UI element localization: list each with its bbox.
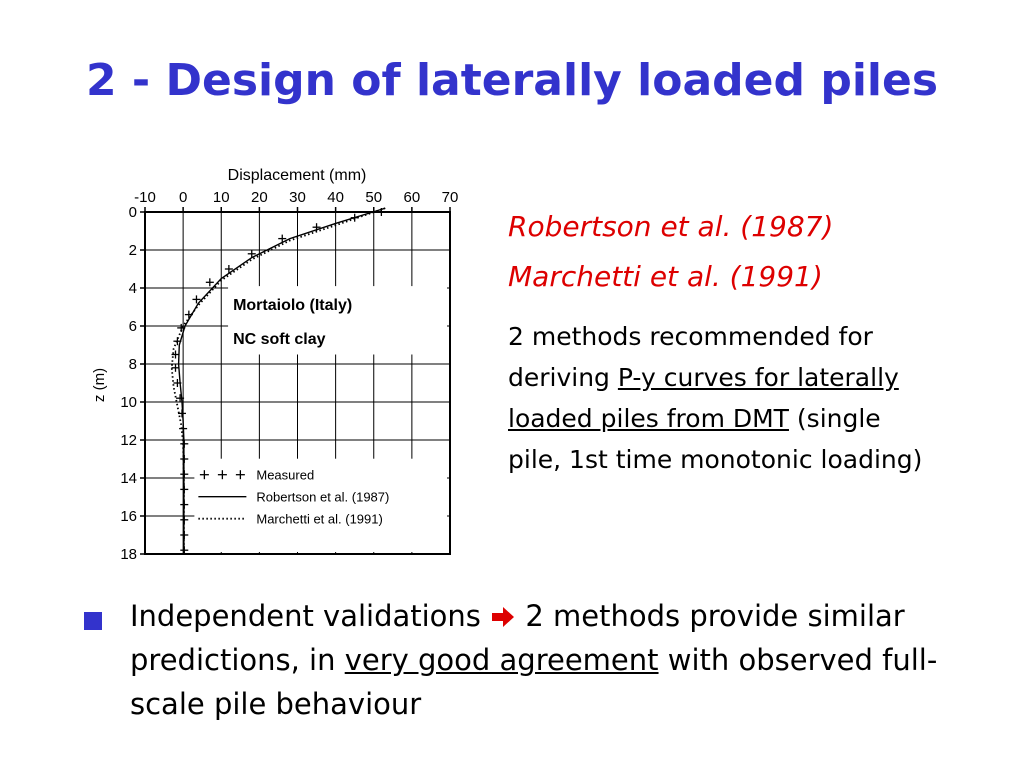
x-tick-label: 0 [178, 189, 188, 206]
legend-background [194, 459, 447, 552]
site-annotation: Mortaiolo (Italy) [233, 296, 353, 314]
bullet-text-end: with observed full-scale pile behaviour [130, 643, 938, 721]
reference-marchetti: Marchetti et al. (1991) [508, 260, 823, 293]
bullet-text-middle: 2 methods provide similar predictions, in [130, 599, 905, 677]
bullet-text-start: Independent validations [130, 599, 491, 633]
description-text-end: (single pile, 1st time monotonic loading) [508, 404, 923, 474]
bullet-text [130, 594, 960, 726]
y-tick-label: 4 [128, 280, 137, 297]
y-tick-label: 10 [120, 394, 137, 411]
x-tick-label: 40 [327, 189, 344, 206]
y-tick-label: 18 [120, 546, 137, 563]
bullet-square-icon [84, 612, 102, 630]
legend [194, 459, 447, 552]
x-tick-label: 20 [251, 189, 268, 206]
x-tick-label: 60 [403, 189, 421, 206]
y-tick-label: 6 [128, 318, 137, 335]
x-tick-label: 70 [441, 189, 459, 206]
methods-description [508, 316, 928, 480]
y-axis-label: z (m) [91, 367, 108, 403]
legend-label: Marchetti et al. (1991) [256, 511, 383, 527]
description-underlined: P-y curves for laterally loaded piles from DMT [508, 363, 899, 433]
soil-annotation: NC soft clay [233, 331, 326, 349]
x-axis-label: Displacement (mm) [227, 167, 367, 184]
y-tick-label: 2 [128, 242, 137, 259]
x-tick-label: 30 [289, 189, 306, 206]
legend-label: Robertson et al. (1987) [256, 489, 390, 505]
right-arrow-icon [490, 606, 516, 628]
x-tick-label: 10 [212, 189, 230, 206]
legend-label: Measured [256, 467, 315, 483]
pile-displacement-chart [90, 150, 470, 570]
y-tick-label: 12 [120, 432, 137, 449]
description-text: 2 methods recommended for deriving [508, 322, 873, 392]
bullet-emphasis: very good agreement [344, 643, 659, 677]
y-tick-label: 14 [120, 470, 137, 487]
y-tick-label: 8 [128, 356, 137, 373]
x-tick-label: -10 [134, 189, 156, 206]
reference-robertson: Robertson et al. (1987) [508, 210, 834, 243]
measured-point [206, 278, 214, 286]
x-tick-label: 50 [365, 189, 383, 206]
slide-title: 2 - Design of laterally loaded piles [85, 55, 939, 106]
y-tick-label: 0 [128, 204, 137, 221]
y-tick-label: 16 [120, 508, 137, 525]
